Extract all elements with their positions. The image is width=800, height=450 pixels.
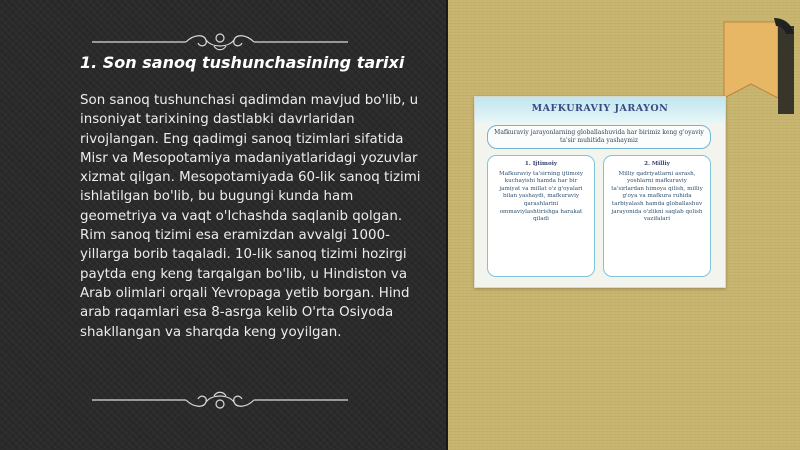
slide-body-text: Son sanoq tushunchasi qadimdan mavjud bo'lib, u insoniyat tarixining dastlabki davrlaridan rivojlangan. Eng qadimgi sanoq tizimlari sifatida Misr va Mesopotamiya madaniyatlaridagi yozuvlar xizmat qilgan. Mesopotamiyada 60-lik sanoq tizimi ishlatilgan bo'lib, bu bugungi kunda ham geometriya va vaqt o'lchashda saqlanib qolgan. Rim sanoq tizimi esa eramizdan avvalgi 1000-yillarga borib taqaladi. 10-lik sanoq tizimi hozirgi paytda eng keng tarqalgan bo'lib, u Hindiston va Arab olimlari orqali Yevropaga yetib borgan. Hind arab raqamlari esa 8-asrga kelib O'rta Osiyoda shakllangan va sharqda keng yoyilgan. [80,93,421,340]
flourish-divider-icon [90,388,350,412]
flourish-divider-icon [90,30,350,54]
image-banner: Mafkuraviy jarayonlarning globallashuvida har birimiz keng g'oyaviy ta'sir muhitida yashaymiz [487,125,711,149]
image-card-right [603,155,711,277]
image-card-left [487,155,595,277]
slide-title: 1. Son sanoq tushunchasining tarixi [80,53,405,72]
slide-image [474,96,726,288]
image-card-right-heading: 2. Milliy [644,161,670,167]
image-card-right-text: Milliy qadriyatlarni asrash, yoshlarni mafkuraviy ta'sirlardan himoya qilish, milliy g'oya va mafkura ruhida tarbiyalash hamda globallashuv jarayonida o'zlikni saqlab qolish vazifalari [611,170,703,223]
image-card-left-heading: 1. Ijtimoiy [524,161,558,167]
image-card-left-text: Mafkuraviy ta'sirning ijtimoiy kuchayishi hamda har bir jamiyat va millat o'z g'oyalari bilan yashaydi, mafkuraviy qarashlarini ommaviylashtirishga harakat qiladi [498,170,583,223]
image-title: MAFKURAVIY JARAYON [531,103,669,114]
ribbon-bookmark-icon [716,14,796,114]
